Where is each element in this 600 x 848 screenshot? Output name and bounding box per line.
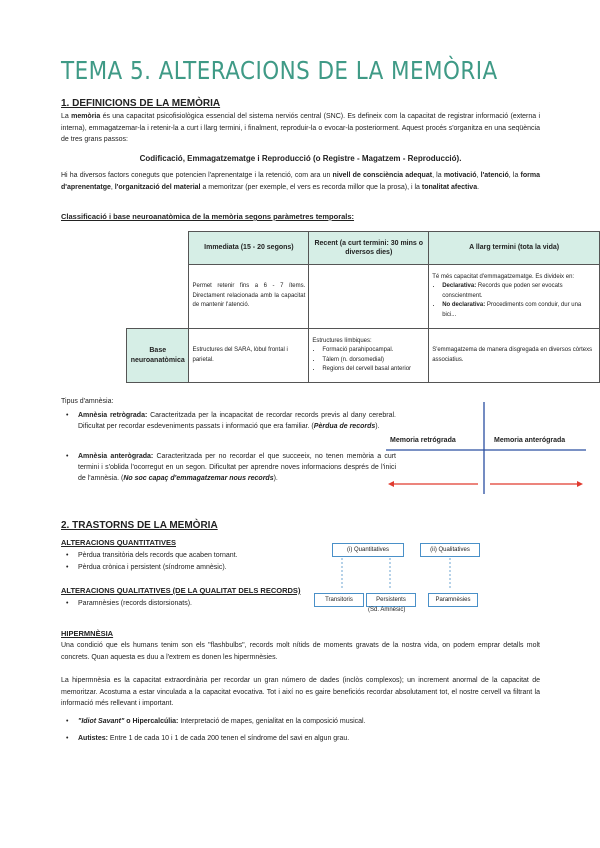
recent-neuro-intro: Estructures límbiques: bbox=[312, 337, 372, 344]
factors-paragraph: Hi ha diversos factors coneguts que potencien l'aprenentatge i la retenció, com ara un nivell de consciència adequat, la motivació, l'atenció, la forma d'aprenentatge, l'organització del material a memoritzar (per exemple, el vers es recorda millor que la prosa), i la tonalitat afectiva. bbox=[61, 172, 540, 191]
quantitative-heading: ALTERACIONS QUANTITATIVES bbox=[61, 538, 176, 547]
hipermnesia-paragraph-1: Una condició que els humans tenim son els "flashbulbs", records molt nítids de moments gravats de la nostra vida, on podem emprar detalls molt concrets. Quan aquesta es duu a l'extrem es donen les hipermnèsies. bbox=[61, 642, 540, 661]
header-recent: Recent (a curt termini: 30 mins o diversos dies) bbox=[309, 232, 429, 265]
amnesia-timeline-diagram bbox=[386, 400, 586, 496]
bullet-icon: • bbox=[66, 412, 69, 419]
memory-sequence: Codificació, Emmagatzematge i Reproducció (o Registre - Magatzem - Reproducció). bbox=[139, 154, 462, 163]
box-transitoris: Transitoris bbox=[314, 593, 364, 607]
cell-longterm-description bbox=[429, 265, 600, 329]
declarativa-item: • Declarativa: Records que poden ser evocats conscientment. bbox=[442, 282, 596, 301]
amnesia-intro: Tipus d'amnèsia: bbox=[61, 398, 114, 405]
page-title: TEMA 5. ALTERACIONS DE LA MEMÒRIA bbox=[61, 56, 498, 85]
diagram-label-retrograde: Memoria retrógrada bbox=[390, 437, 456, 444]
section-1-heading: 1. DEFINICIONS DE LA MEMÒRIA bbox=[61, 98, 221, 109]
row-label-neuroanatomy: Base neuroanatòmica bbox=[127, 329, 189, 383]
box-qualitative: (ii) Qualitatives bbox=[420, 543, 480, 557]
qualitative-heading: ALTERACIONS QUALITATIVES (DE LA QUALITAT DELS RECORDS) bbox=[61, 586, 301, 595]
bullet-icon: • bbox=[66, 552, 69, 559]
bullet-icon: • bbox=[66, 735, 69, 742]
nodeclarativa-item: • No declarativa: Procediments com conduir, dur una bici... bbox=[442, 301, 596, 320]
bullet-icon: • bbox=[66, 718, 69, 725]
cell-immediate-neuro: Estructures del SARA, lòbul frontal i parietal. bbox=[189, 329, 309, 383]
bullet-icon: • bbox=[66, 453, 69, 460]
table-caption: Classificació i base neuroanatòmica de la memòria segons paràmetres temporals: bbox=[61, 212, 355, 221]
header-longterm: A llarg termini (tota la vida) bbox=[429, 232, 600, 265]
header-immediate: Immediata (15 - 20 segons) bbox=[189, 232, 309, 265]
hipermnesia-heading: HIPERMNÈSIA bbox=[61, 629, 114, 638]
cell-longterm-neuro: S'emmagatzema de manera disgregada en diversos còrtexs associatius. bbox=[429, 329, 600, 383]
box-persistents: Persistents bbox=[366, 593, 416, 607]
section-2-heading: 2. TRASTORNS DE LA MEMÒRIA bbox=[61, 520, 218, 531]
box-quantitative: (i) Quantitatives bbox=[332, 543, 404, 557]
bullet-icon: • bbox=[66, 600, 69, 607]
persistents-note: (Sd. Amnèsic) bbox=[368, 607, 406, 613]
recent-neuro-item: • Formació parahipocampal. bbox=[322, 346, 425, 356]
memory-definition-paragraph: La memòria és una capacitat psicofisiològica essencial del sistema nerviós central (SNC). Es defineix com la capacitat de registrar informació (externa i interna), emmagatzemar-la i retenir-la a curt i llarg termini, i finalment, reproduir-la o evocar-la posteriorment. Aquest procés s'organitza en una seqüència de tres grans passos: bbox=[61, 113, 541, 143]
recent-neuro-item: • Regions del cervell basal anterior bbox=[322, 365, 425, 375]
cell-recent-neuro bbox=[309, 329, 429, 383]
bullet-icon: • bbox=[66, 564, 69, 571]
memory-classification-table bbox=[126, 231, 600, 383]
box-paramnesies: Paramnèsies bbox=[428, 593, 478, 607]
row1-empty-label bbox=[127, 265, 189, 329]
longterm-intro: Té més capacitat d'emmagatzematge. Es divideix en: bbox=[432, 273, 575, 280]
recent-neuro-item: • Tàlem (n. dorsomedial) bbox=[322, 356, 425, 366]
retro-arrow-head-icon bbox=[388, 481, 394, 487]
cell-immediate-description: Permet retenir fins a 6 - 7 ítems. Directament relacionada amb la capacitat de mantenir l'atenció. bbox=[189, 265, 309, 329]
antero-arrow-head-icon bbox=[577, 481, 583, 487]
hipermnesia-paragraph-2: La hipermnèsia es la capacitat extraordinària per recordar un gran número de dades (inclòs complexos); un increment anormal de la capacitat de memoritzar. Acostuma a estar vinculada a la capacitat evocativa. Tot i així no es gaire beneficiós recordar absolutament tot, el nostre cervell va filtrant la informació més rellevant i important. bbox=[61, 677, 540, 707]
table-corner bbox=[127, 232, 189, 265]
document-page: TEMA 5. ALTERACIONS DE LA MEMÒRIA 1. DEFINICIONS DE LA MEMÒRIA La memòria és una capacitat psicofisiològica essencial del sistema nerviós central (SNC). Es defineix com la capacitat de registrar informació (externa i interna), emmagatzemar-la i retenir-la a curt i llarg termini, i finalment, reproduir-la o evocar-la posteriorment. Aquest procés s'organitza en una seqüència de tres grans passos: Codificació, Emmagatzematge i Reproducció (o Registre - Magatzem - Reproducció). Hi ha diversos factors coneguts que potencien l'aprenentatge i la retenció, com ara un nivell de consciència adequat, la motivació, l'atenció, la forma d'aprenentatge, l'organització del material a memoritzar (per exemple, el vers es recorda millor que la prosa), i la tonalitat afectiva. Classificació i base neuroanatòmica de la memòria segons paràmetres temporals: Immediata (15 - 20 segons) Recent (a curt termini: 30 mins o diversos dies) A llarg termini (tota la vida) Permet retenir fins a 6 - 7 ítems. Directament relacionada amb la capacitat de mantenir l'atenció. Té més capacitat d'emmagatzematge. Es divideix en: • Declarativa: Records que poden ser evocats conscientment. • No declarativa: Procediments com conduir, dur una bici... Base neuroanatòmica Estructures del SARA, lòbul frontal i parietal. Estructures límbiques: • Formació parahipocampal. • Tàlem (n. dorsomedial) • Regions del cervell basal anterior S'emmagatzema de manera disgregada en diversos còrtexs associatius. Tipus d'amnèsia: • Amnèsia retrògrada: Caracteritzada per la incapacitat de recordar records previs al dany cerebral. Dificultat per recordar esdeveniments passats i informació que era familiar. (Pèrdua de records). • Amnèsia anterògrada: Caracteritzada per no recordar el que succeeix, no tenen memòria a curt termini i s'oblida l'ocorregut en un segon. Dificultat per aprendre noves informacions després de l'inici de l'amnèsia. (No soc capaç d'emmagatzemar nous records). Memoria retrógrada Memoria anterógrada 2. TRASTORNS DE LA MEMÒRIA ALTERACIONS QUANTITATIVES • Pèrdua transitòria dels records que acaben tornant. • Pèrdua crònica i persistent (síndrome amnèsic). ALTERACIONS QUALITATIVES (DE LA QUALITAT DELS RECORDS) • Paramnèsies (records distorsionats). (i) Quantitatives (ii) Qualitatives Transitoris Persistents (Sd. Amnèsic) Paramnèsies HIPERMNÈSIA Una condició que els humans tenim son els "flashbulbs", records molt nítids de moments gravats de la nostra vida, on podem emprar detalls molt concrets. Quan aquesta es duu a l'extrem es donen les hipermnèsies. La hipermnèsia es la capacitat extraordinària per recordar un gran número de dades (inclòs complexos); un increment anormal de la capacitat de memoritzar. Acostuma a estar vinculada a la capacitat evocativa. Tot i així no es gaire beneficiós recordar absolutament tot, el nostre cervell va filtrant la informació més rellevant i important. • "Idiot Savant" o Hipercalcúlia: Interpretació de mapes, genialitat en la composició musical. • Autistes: Entre 1 de cada 10 i 1 de cada 200 tenen el síndrome del savi en algun grau. bbox=[0, 0, 600, 848]
diagram-label-anterograde: Memoria anterógrada bbox=[494, 437, 566, 444]
cell-recent-description bbox=[309, 265, 429, 329]
disorders-connector-lines bbox=[310, 556, 490, 594]
